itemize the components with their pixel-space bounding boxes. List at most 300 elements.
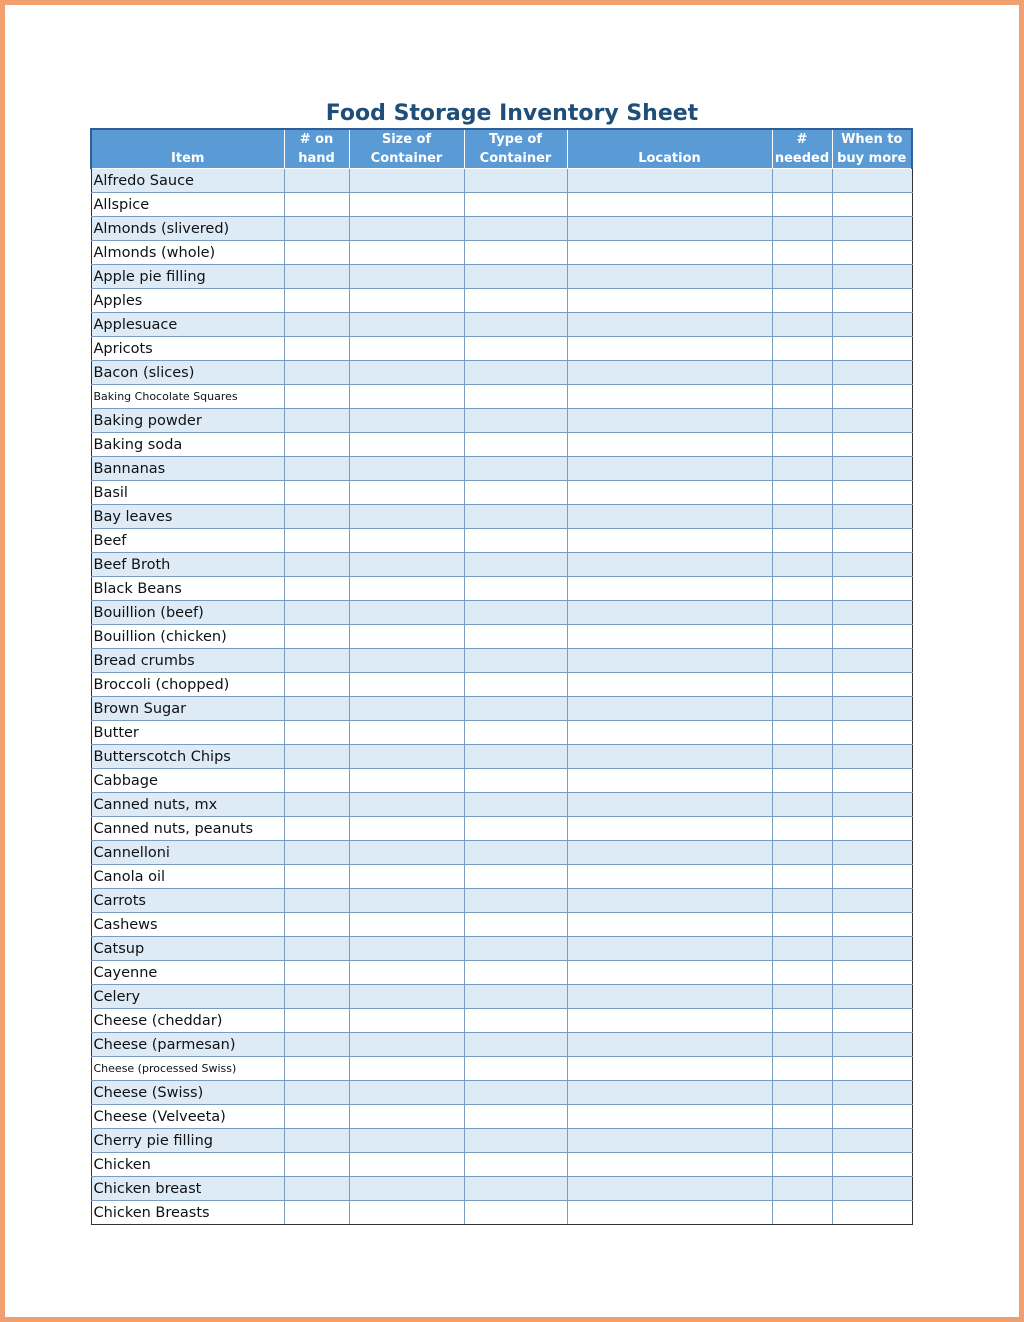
location-cell[interactable] [567,1153,772,1177]
on-hand-cell[interactable] [284,217,349,241]
item-name-cell[interactable]: Cheese (processed Swiss) [91,1057,284,1081]
item-name-cell[interactable]: Bannanas [91,457,284,481]
location-cell[interactable] [567,793,772,817]
item-name-cell[interactable]: Celery [91,985,284,1009]
needed-cell[interactable] [772,1177,832,1201]
type-cell[interactable] [464,505,567,529]
type-cell[interactable] [464,265,567,289]
size-cell[interactable] [349,721,464,745]
on-hand-cell[interactable] [284,337,349,361]
type-cell[interactable] [464,865,567,889]
buy-more-cell[interactable] [832,385,912,409]
item-name-cell[interactable]: Canned nuts, peanuts [91,817,284,841]
buy-more-cell[interactable] [832,1057,912,1081]
buy-more-cell[interactable] [832,1153,912,1177]
size-cell[interactable] [349,865,464,889]
on-hand-cell[interactable] [284,1201,349,1225]
item-name-cell[interactable]: Apple pie filling [91,265,284,289]
needed-cell[interactable] [772,529,832,553]
size-cell[interactable] [349,433,464,457]
item-name-cell[interactable]: Black Beans [91,577,284,601]
on-hand-cell[interactable] [284,457,349,481]
buy-more-cell[interactable] [832,841,912,865]
location-cell[interactable] [567,913,772,937]
size-cell[interactable] [349,913,464,937]
size-cell[interactable] [349,1009,464,1033]
buy-more-cell[interactable] [832,457,912,481]
size-cell[interactable] [349,649,464,673]
needed-cell[interactable] [772,1153,832,1177]
location-cell[interactable] [567,505,772,529]
item-name-cell[interactable]: Basil [91,481,284,505]
size-cell[interactable] [349,481,464,505]
buy-more-cell[interactable] [832,481,912,505]
on-hand-cell[interactable] [284,697,349,721]
location-cell[interactable] [567,217,772,241]
type-cell[interactable] [464,745,567,769]
needed-cell[interactable] [772,769,832,793]
buy-more-cell[interactable] [832,793,912,817]
item-name-cell[interactable]: Baking Chocolate Squares [91,385,284,409]
type-cell[interactable] [464,409,567,433]
buy-more-cell[interactable] [832,361,912,385]
type-cell[interactable] [464,241,567,265]
type-cell[interactable] [464,1009,567,1033]
type-cell[interactable] [464,1129,567,1153]
on-hand-cell[interactable] [284,193,349,217]
size-cell[interactable] [349,745,464,769]
item-name-cell[interactable]: Beef [91,529,284,553]
size-cell[interactable] [349,385,464,409]
location-cell[interactable] [567,289,772,313]
size-cell[interactable] [349,625,464,649]
type-cell[interactable] [464,889,567,913]
item-name-cell[interactable]: Cheese (Swiss) [91,1081,284,1105]
item-name-cell[interactable]: Chicken breast [91,1177,284,1201]
size-cell[interactable] [349,1105,464,1129]
item-name-cell[interactable]: Apricots [91,337,284,361]
buy-more-cell[interactable] [832,1201,912,1225]
needed-cell[interactable] [772,385,832,409]
type-cell[interactable] [464,937,567,961]
needed-cell[interactable] [772,793,832,817]
on-hand-cell[interactable] [284,1177,349,1201]
size-cell[interactable] [349,1201,464,1225]
size-cell[interactable] [349,577,464,601]
needed-cell[interactable] [772,193,832,217]
item-name-cell[interactable]: Almonds (slivered) [91,217,284,241]
buy-more-cell[interactable] [832,601,912,625]
location-cell[interactable] [567,361,772,385]
size-cell[interactable] [349,697,464,721]
on-hand-cell[interactable] [284,1009,349,1033]
item-name-cell[interactable]: Applesuace [91,313,284,337]
buy-more-cell[interactable] [832,721,912,745]
item-name-cell[interactable]: Cheese (cheddar) [91,1009,284,1033]
size-cell[interactable] [349,937,464,961]
location-cell[interactable] [567,265,772,289]
item-name-cell[interactable]: Catsup [91,937,284,961]
buy-more-cell[interactable] [832,1033,912,1057]
buy-more-cell[interactable] [832,817,912,841]
on-hand-cell[interactable] [284,985,349,1009]
on-hand-cell[interactable] [284,913,349,937]
on-hand-cell[interactable] [284,769,349,793]
needed-cell[interactable] [772,817,832,841]
on-hand-cell[interactable] [284,1057,349,1081]
needed-cell[interactable] [772,1201,832,1225]
buy-more-cell[interactable] [832,1177,912,1201]
size-cell[interactable] [349,313,464,337]
location-cell[interactable] [567,769,772,793]
needed-cell[interactable] [772,961,832,985]
on-hand-cell[interactable] [284,1153,349,1177]
on-hand-cell[interactable] [284,841,349,865]
item-name-cell[interactable]: Bouillion (chicken) [91,625,284,649]
location-cell[interactable] [567,193,772,217]
location-cell[interactable] [567,1009,772,1033]
needed-cell[interactable] [772,625,832,649]
type-cell[interactable] [464,361,567,385]
on-hand-cell[interactable] [284,817,349,841]
needed-cell[interactable] [772,721,832,745]
item-name-cell[interactable]: Alfredo Sauce [91,169,284,193]
on-hand-cell[interactable] [284,409,349,433]
item-name-cell[interactable]: Brown Sugar [91,697,284,721]
location-cell[interactable] [567,457,772,481]
item-name-cell[interactable]: Beef Broth [91,553,284,577]
size-cell[interactable] [349,985,464,1009]
location-cell[interactable] [567,1081,772,1105]
on-hand-cell[interactable] [284,361,349,385]
size-cell[interactable] [349,169,464,193]
item-name-cell[interactable]: Cannelloni [91,841,284,865]
size-cell[interactable] [349,457,464,481]
location-cell[interactable] [567,481,772,505]
type-cell[interactable] [464,1153,567,1177]
buy-more-cell[interactable] [832,865,912,889]
needed-cell[interactable] [772,985,832,1009]
location-cell[interactable] [567,865,772,889]
type-cell[interactable] [464,1081,567,1105]
on-hand-cell[interactable] [284,961,349,985]
location-cell[interactable] [567,529,772,553]
size-cell[interactable] [349,505,464,529]
location-cell[interactable] [567,889,772,913]
location-cell[interactable] [567,433,772,457]
buy-more-cell[interactable] [832,217,912,241]
type-cell[interactable] [464,649,567,673]
needed-cell[interactable] [772,1129,832,1153]
type-cell[interactable] [464,337,567,361]
needed-cell[interactable] [772,673,832,697]
needed-cell[interactable] [772,481,832,505]
buy-more-cell[interactable] [832,241,912,265]
size-cell[interactable] [349,1033,464,1057]
type-cell[interactable] [464,673,567,697]
buy-more-cell[interactable] [832,337,912,361]
location-cell[interactable] [567,1201,772,1225]
needed-cell[interactable] [772,289,832,313]
location-cell[interactable] [567,745,772,769]
on-hand-cell[interactable] [284,433,349,457]
item-name-cell[interactable]: Bread crumbs [91,649,284,673]
needed-cell[interactable] [772,505,832,529]
type-cell[interactable] [464,721,567,745]
buy-more-cell[interactable] [832,169,912,193]
location-cell[interactable] [567,577,772,601]
item-name-cell[interactable]: Canned nuts, mx [91,793,284,817]
needed-cell[interactable] [772,1057,832,1081]
needed-cell[interactable] [772,841,832,865]
needed-cell[interactable] [772,361,832,385]
on-hand-cell[interactable] [284,793,349,817]
buy-more-cell[interactable] [832,1081,912,1105]
item-name-cell[interactable]: Cherry pie filling [91,1129,284,1153]
type-cell[interactable] [464,433,567,457]
item-name-cell[interactable]: Butter [91,721,284,745]
on-hand-cell[interactable] [284,385,349,409]
needed-cell[interactable] [772,409,832,433]
type-cell[interactable] [464,817,567,841]
location-cell[interactable] [567,721,772,745]
buy-more-cell[interactable] [832,961,912,985]
on-hand-cell[interactable] [284,745,349,769]
location-cell[interactable] [567,409,772,433]
needed-cell[interactable] [772,1033,832,1057]
item-name-cell[interactable]: Carrots [91,889,284,913]
item-name-cell[interactable]: Chicken Breasts [91,1201,284,1225]
type-cell[interactable] [464,385,567,409]
needed-cell[interactable] [772,913,832,937]
type-cell[interactable] [464,913,567,937]
buy-more-cell[interactable] [832,1009,912,1033]
needed-cell[interactable] [772,337,832,361]
type-cell[interactable] [464,481,567,505]
item-name-cell[interactable]: Butterscotch Chips [91,745,284,769]
size-cell[interactable] [349,769,464,793]
size-cell[interactable] [349,1081,464,1105]
needed-cell[interactable] [772,865,832,889]
needed-cell[interactable] [772,457,832,481]
size-cell[interactable] [349,289,464,313]
location-cell[interactable] [567,313,772,337]
location-cell[interactable] [567,241,772,265]
location-cell[interactable] [567,961,772,985]
buy-more-cell[interactable] [832,289,912,313]
size-cell[interactable] [349,409,464,433]
buy-more-cell[interactable] [832,985,912,1009]
needed-cell[interactable] [772,313,832,337]
buy-more-cell[interactable] [832,265,912,289]
item-name-cell[interactable]: Bouillion (beef) [91,601,284,625]
location-cell[interactable] [567,385,772,409]
type-cell[interactable] [464,769,567,793]
needed-cell[interactable] [772,1081,832,1105]
type-cell[interactable] [464,1177,567,1201]
buy-more-cell[interactable] [832,937,912,961]
on-hand-cell[interactable] [284,313,349,337]
on-hand-cell[interactable] [284,937,349,961]
needed-cell[interactable] [772,649,832,673]
location-cell[interactable] [567,937,772,961]
type-cell[interactable] [464,553,567,577]
on-hand-cell[interactable] [284,289,349,313]
size-cell[interactable] [349,1177,464,1201]
type-cell[interactable] [464,289,567,313]
on-hand-cell[interactable] [284,649,349,673]
type-cell[interactable] [464,1057,567,1081]
item-name-cell[interactable]: Apples [91,289,284,313]
needed-cell[interactable] [772,745,832,769]
buy-more-cell[interactable] [832,697,912,721]
buy-more-cell[interactable] [832,673,912,697]
type-cell[interactable] [464,1033,567,1057]
item-name-cell[interactable]: Cashews [91,913,284,937]
location-cell[interactable] [567,601,772,625]
location-cell[interactable] [567,985,772,1009]
size-cell[interactable] [349,1057,464,1081]
size-cell[interactable] [349,961,464,985]
size-cell[interactable] [349,673,464,697]
location-cell[interactable] [567,1129,772,1153]
item-name-cell[interactable]: Canola oil [91,865,284,889]
needed-cell[interactable] [772,433,832,457]
on-hand-cell[interactable] [284,505,349,529]
size-cell[interactable] [349,889,464,913]
needed-cell[interactable] [772,553,832,577]
buy-more-cell[interactable] [832,769,912,793]
buy-more-cell[interactable] [832,505,912,529]
size-cell[interactable] [349,1153,464,1177]
size-cell[interactable] [349,817,464,841]
type-cell[interactable] [464,169,567,193]
size-cell[interactable] [349,193,464,217]
size-cell[interactable] [349,1129,464,1153]
size-cell[interactable] [349,337,464,361]
size-cell[interactable] [349,265,464,289]
on-hand-cell[interactable] [284,721,349,745]
on-hand-cell[interactable] [284,673,349,697]
type-cell[interactable] [464,1105,567,1129]
buy-more-cell[interactable] [832,745,912,769]
buy-more-cell[interactable] [832,913,912,937]
on-hand-cell[interactable] [284,529,349,553]
on-hand-cell[interactable] [284,1081,349,1105]
item-name-cell[interactable]: Chicken [91,1153,284,1177]
type-cell[interactable] [464,457,567,481]
type-cell[interactable] [464,961,567,985]
item-name-cell[interactable]: Broccoli (chopped) [91,673,284,697]
item-name-cell[interactable]: Almonds (whole) [91,241,284,265]
needed-cell[interactable] [772,217,832,241]
type-cell[interactable] [464,217,567,241]
needed-cell[interactable] [772,937,832,961]
on-hand-cell[interactable] [284,865,349,889]
needed-cell[interactable] [772,889,832,913]
location-cell[interactable] [567,625,772,649]
item-name-cell[interactable]: Baking powder [91,409,284,433]
on-hand-cell[interactable] [284,481,349,505]
type-cell[interactable] [464,529,567,553]
on-hand-cell[interactable] [284,1129,349,1153]
on-hand-cell[interactable] [284,169,349,193]
buy-more-cell[interactable] [832,313,912,337]
size-cell[interactable] [349,241,464,265]
type-cell[interactable] [464,841,567,865]
buy-more-cell[interactable] [832,433,912,457]
location-cell[interactable] [567,553,772,577]
type-cell[interactable] [464,793,567,817]
on-hand-cell[interactable] [284,625,349,649]
item-name-cell[interactable]: Cabbage [91,769,284,793]
item-name-cell[interactable]: Baking soda [91,433,284,457]
location-cell[interactable] [567,169,772,193]
location-cell[interactable] [567,1105,772,1129]
buy-more-cell[interactable] [832,649,912,673]
location-cell[interactable] [567,1057,772,1081]
size-cell[interactable] [349,529,464,553]
buy-more-cell[interactable] [832,1105,912,1129]
size-cell[interactable] [349,793,464,817]
size-cell[interactable] [349,841,464,865]
buy-more-cell[interactable] [832,553,912,577]
on-hand-cell[interactable] [284,1105,349,1129]
needed-cell[interactable] [772,169,832,193]
item-name-cell[interactable]: Cheese (Velveeta) [91,1105,284,1129]
location-cell[interactable] [567,817,772,841]
needed-cell[interactable] [772,1009,832,1033]
buy-more-cell[interactable] [832,1129,912,1153]
size-cell[interactable] [349,361,464,385]
item-name-cell[interactable]: Allspice [91,193,284,217]
location-cell[interactable] [567,649,772,673]
buy-more-cell[interactable] [832,577,912,601]
needed-cell[interactable] [772,1105,832,1129]
on-hand-cell[interactable] [284,601,349,625]
needed-cell[interactable] [772,697,832,721]
on-hand-cell[interactable] [284,553,349,577]
buy-more-cell[interactable] [832,193,912,217]
type-cell[interactable] [464,577,567,601]
type-cell[interactable] [464,985,567,1009]
needed-cell[interactable] [772,601,832,625]
on-hand-cell[interactable] [284,577,349,601]
type-cell[interactable] [464,1201,567,1225]
location-cell[interactable] [567,673,772,697]
item-name-cell[interactable]: Bay leaves [91,505,284,529]
type-cell[interactable] [464,193,567,217]
type-cell[interactable] [464,601,567,625]
buy-more-cell[interactable] [832,409,912,433]
on-hand-cell[interactable] [284,265,349,289]
on-hand-cell[interactable] [284,241,349,265]
type-cell[interactable] [464,313,567,337]
location-cell[interactable] [567,841,772,865]
location-cell[interactable] [567,1177,772,1201]
type-cell[interactable] [464,697,567,721]
type-cell[interactable] [464,625,567,649]
size-cell[interactable] [349,553,464,577]
size-cell[interactable] [349,601,464,625]
buy-more-cell[interactable] [832,889,912,913]
location-cell[interactable] [567,1033,772,1057]
item-name-cell[interactable]: Cayenne [91,961,284,985]
needed-cell[interactable] [772,265,832,289]
needed-cell[interactable] [772,241,832,265]
needed-cell[interactable] [772,577,832,601]
item-name-cell[interactable]: Bacon (slices) [91,361,284,385]
